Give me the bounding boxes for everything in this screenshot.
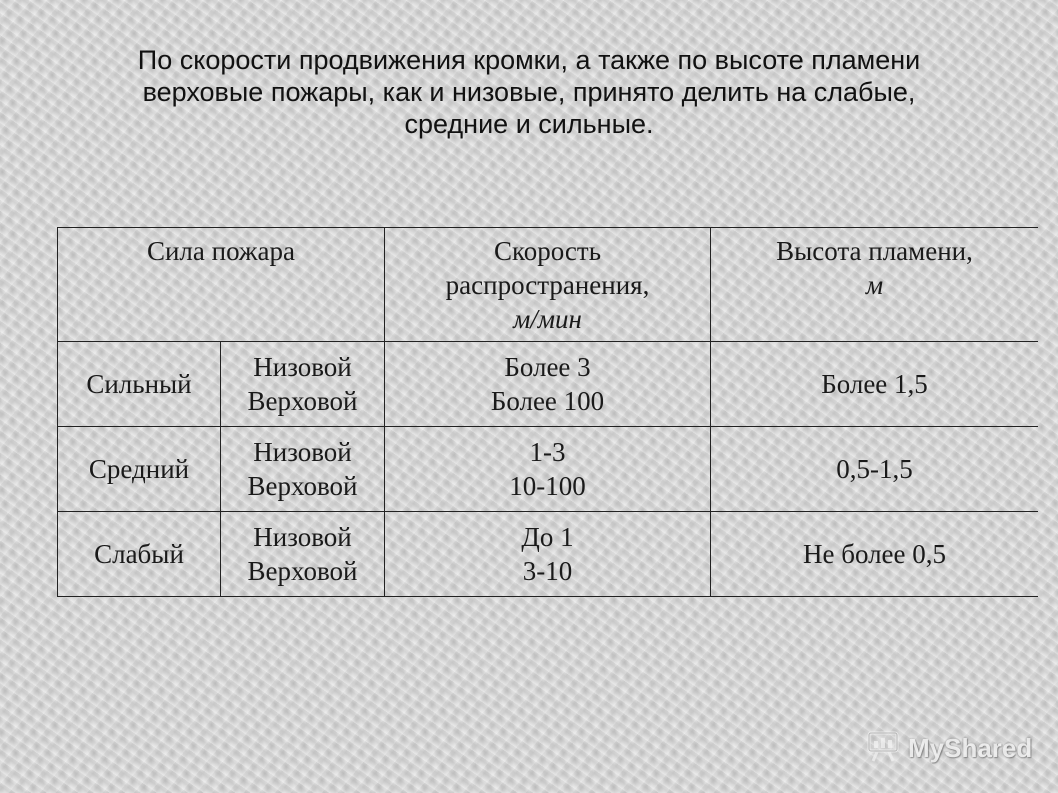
- strength-cell: Сильный: [58, 342, 221, 427]
- fire-type-cell: Низовой Верховой: [221, 342, 385, 427]
- table-row: [58, 342, 1039, 427]
- table-header-row: [58, 228, 1039, 342]
- fire-type-cell: Низовой Верховой: [221, 512, 385, 597]
- speed-cell: 1-3 10-100: [385, 427, 711, 512]
- strength-cell: Слабый: [58, 512, 221, 597]
- table-row: [58, 512, 1039, 597]
- watermark-text: MyShared: [908, 732, 1033, 763]
- speed-cell: Более 3 Более 100: [385, 342, 711, 427]
- height-cell: Более 1,5: [711, 342, 1039, 427]
- height-cell: Не более 0,5: [711, 512, 1039, 597]
- speed-cell: До 1 3-10: [385, 512, 711, 597]
- fire-type-cell: Низовой Верховой: [221, 427, 385, 512]
- speed-unit: м/мин: [513, 304, 582, 334]
- height-unit: м: [865, 270, 884, 300]
- header-height: Высота пламени, м: [711, 228, 1039, 342]
- strength-cell: Средний: [58, 427, 221, 512]
- presentation-board-icon: [866, 729, 900, 768]
- heading-line-2: верховые пожары, как и низовые, принято делить на слабые,: [142, 77, 916, 107]
- slide-heading: [40, 44, 1018, 140]
- heading-line-1: По скорости продвижения кромки, а также по высоте пламени: [137, 45, 921, 75]
- heading-line-3: средние и сильные.: [404, 109, 654, 139]
- myshared-watermark[interactable]: [866, 728, 1032, 768]
- height-cell: 0,5-1,5: [711, 427, 1039, 512]
- header-speed: Скорость распространения, м/мин: [385, 228, 711, 342]
- header-strength: Сила пожара: [58, 228, 385, 342]
- table-row: [58, 427, 1039, 512]
- fire-strength-table: [57, 227, 1038, 597]
